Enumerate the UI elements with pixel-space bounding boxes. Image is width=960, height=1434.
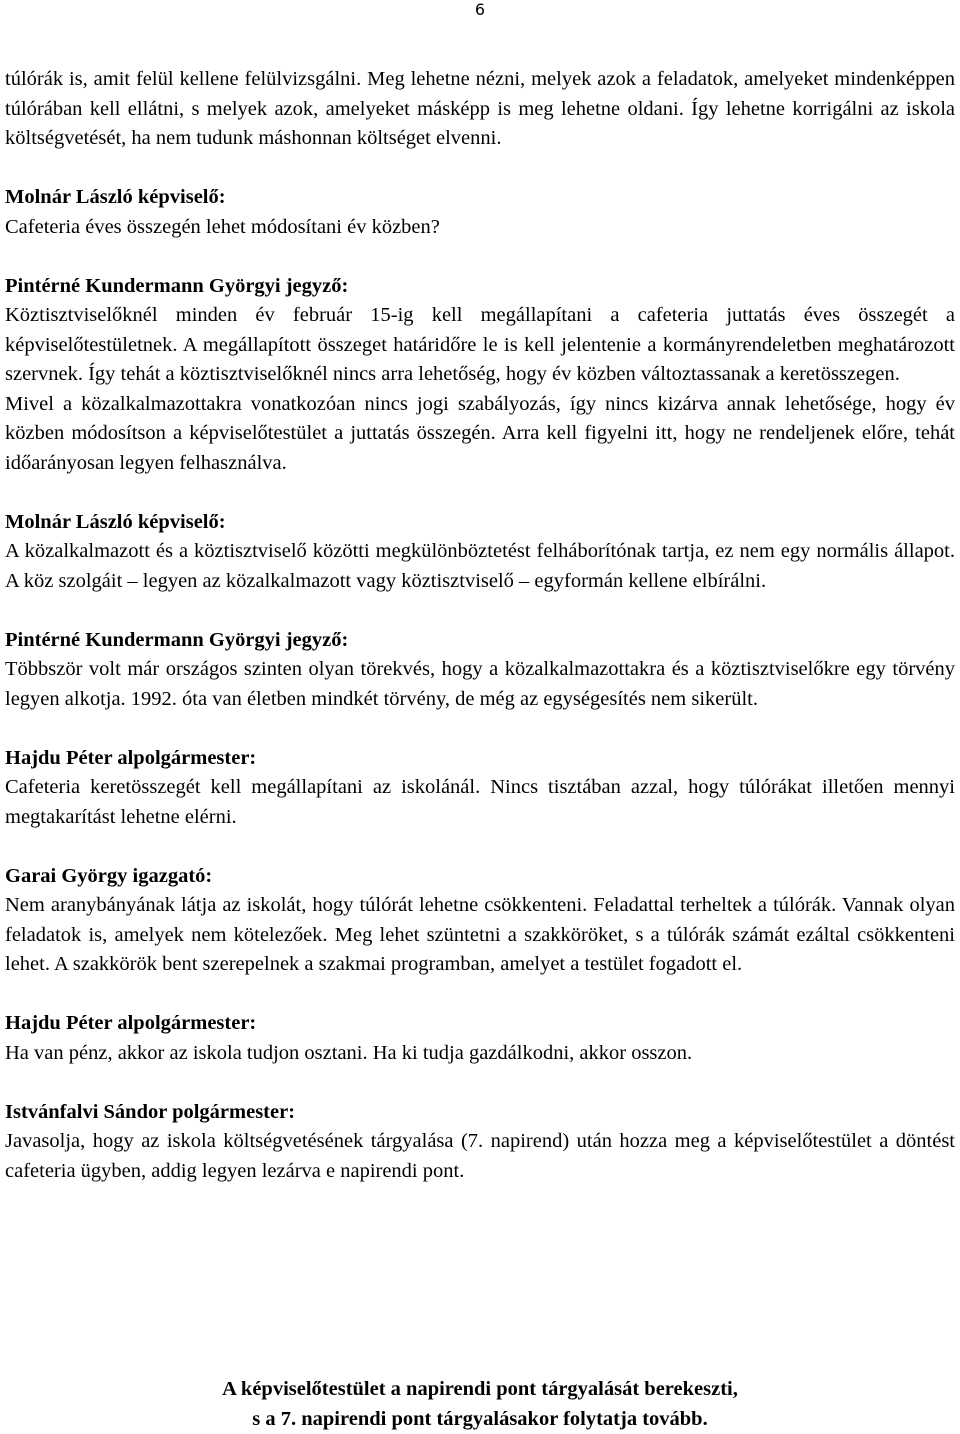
closing-resolution bbox=[0, 1375, 960, 1434]
intro-paragraph: túlórák is, amit felül kellene felülvizsgálni. Meg lehetne nézni, melyek azok a feladatok, amelyeket mindenképpen túlórában kell ellátni, s melyek azok, amelyeket másképp is meg lehetne oldani. Így lehetne korrigálni az iskola költségvetését, ha nem tudunk máshonnan költséget elvenni. bbox=[5, 65, 955, 154]
speaker-name: Hajdu Péter alpolgármester: bbox=[5, 744, 955, 774]
entry-garai bbox=[5, 862, 955, 980]
entry-hajdu-1 bbox=[5, 744, 955, 833]
entry-istvanfalvi bbox=[5, 1098, 955, 1187]
page-number: 6 bbox=[470, 0, 490, 20]
speech-paragraph: Köztisztviselőknél minden év február 15-ig kell megállapítani a cafeteria juttatás éves összegét a képviselőtestületnek. A megállapított összeget határidőre le is kell jelentenie a kormányrendeletben meghatározott szervnek. Így tehát a köztisztviselőknél nincs arra lehetőség, hogy év közben változtassanak a keretösszegen. bbox=[5, 301, 955, 390]
entry-pinterne-1 bbox=[5, 272, 955, 479]
speaker-name: Hajdu Péter alpolgármester: bbox=[5, 1009, 955, 1039]
speech-paragraph: Cafeteria keretösszegét kell megállapítani az iskolánál. Nincs tisztában azzal, hogy túlórákat illetően mennyi megtakarítást lehetne elérni. bbox=[5, 773, 955, 832]
speech-paragraph: Ha van pénz, akkor az iskola tudjon osztani. Ha ki tudja gazdálkodni, akkor osszon. bbox=[5, 1039, 955, 1069]
closing-line: A képviselőtestület a napirendi pont tárgyalását berekeszti, bbox=[0, 1375, 960, 1405]
speech-paragraph: A közalkalmazott és a köztisztviselő közötti megkülönböztetést felháborítónak tartja, ez nem egy normális állapot. A köz szolgáit – legyen az közalkalmazott vagy köztisztviselő – egyformán kellene elbírálni. bbox=[5, 537, 955, 596]
speaker-name: Pintérné Kundermann Györgyi jegyző: bbox=[5, 272, 955, 302]
speaker-name: Molnár László képviselő: bbox=[5, 508, 955, 538]
entry-hajdu-2 bbox=[5, 1009, 955, 1068]
speaker-name: Istvánfalvi Sándor polgármester: bbox=[5, 1098, 955, 1128]
speaker-name: Garai György igazgató: bbox=[5, 862, 955, 892]
speech-paragraph: Cafeteria éves összegén lehet módosítani év közben? bbox=[5, 213, 955, 243]
entry-molnar-2 bbox=[5, 508, 955, 597]
speech-paragraph: Javasolja, hogy az iskola költségvetésének tárgyalása (7. napirend) után hozza meg a képviselőtestület a döntést cafeteria ügyben, addig legyen lezárva e napirendi pont. bbox=[5, 1127, 955, 1186]
closing-line: s a 7. napirendi pont tárgyalásakor folytatja tovább. bbox=[0, 1405, 960, 1434]
speech-paragraph: Nem aranybányának látja az iskolát, hogy túlórát lehetne csökkenteni. Feladattal terheltek a túlórák. Vannak olyan feladatok is, amelyek nem kötelezőek. Meg lehet szüntetni a szakköröket, s a túlórák számát ezáltal csökkenteni lehet. A szakkörök bent szerepelnek a szakmai programban, amelyet a testület fogadott el. bbox=[5, 891, 955, 980]
document-body bbox=[5, 65, 955, 1186]
entry-molnar-1 bbox=[5, 183, 955, 242]
speech-paragraph: Többször volt már országos szinten olyan törekvés, hogy a közalkalmazottakra és a köztisztviselőkre egy törvény legyen alkotja. 1992. óta van életben mindkét törvény, de még az egységesítés nem sikerült. bbox=[5, 655, 955, 714]
speaker-name: Pintérné Kundermann Györgyi jegyző: bbox=[5, 626, 955, 656]
speaker-name: Molnár László képviselő: bbox=[5, 183, 955, 213]
speech-paragraph: Mivel a közalkalmazottakra vonatkozóan nincs jogi szabályozás, így nincs kizárva annak lehetősége, hogy év közben módosítson a képviselőtestület a juttatás összegén. Arra kell figyelni itt, hogy ne rendeljenek előre, tehát időarányosan legyen felhasználva. bbox=[5, 390, 955, 479]
entry-pinterne-2 bbox=[5, 626, 955, 715]
